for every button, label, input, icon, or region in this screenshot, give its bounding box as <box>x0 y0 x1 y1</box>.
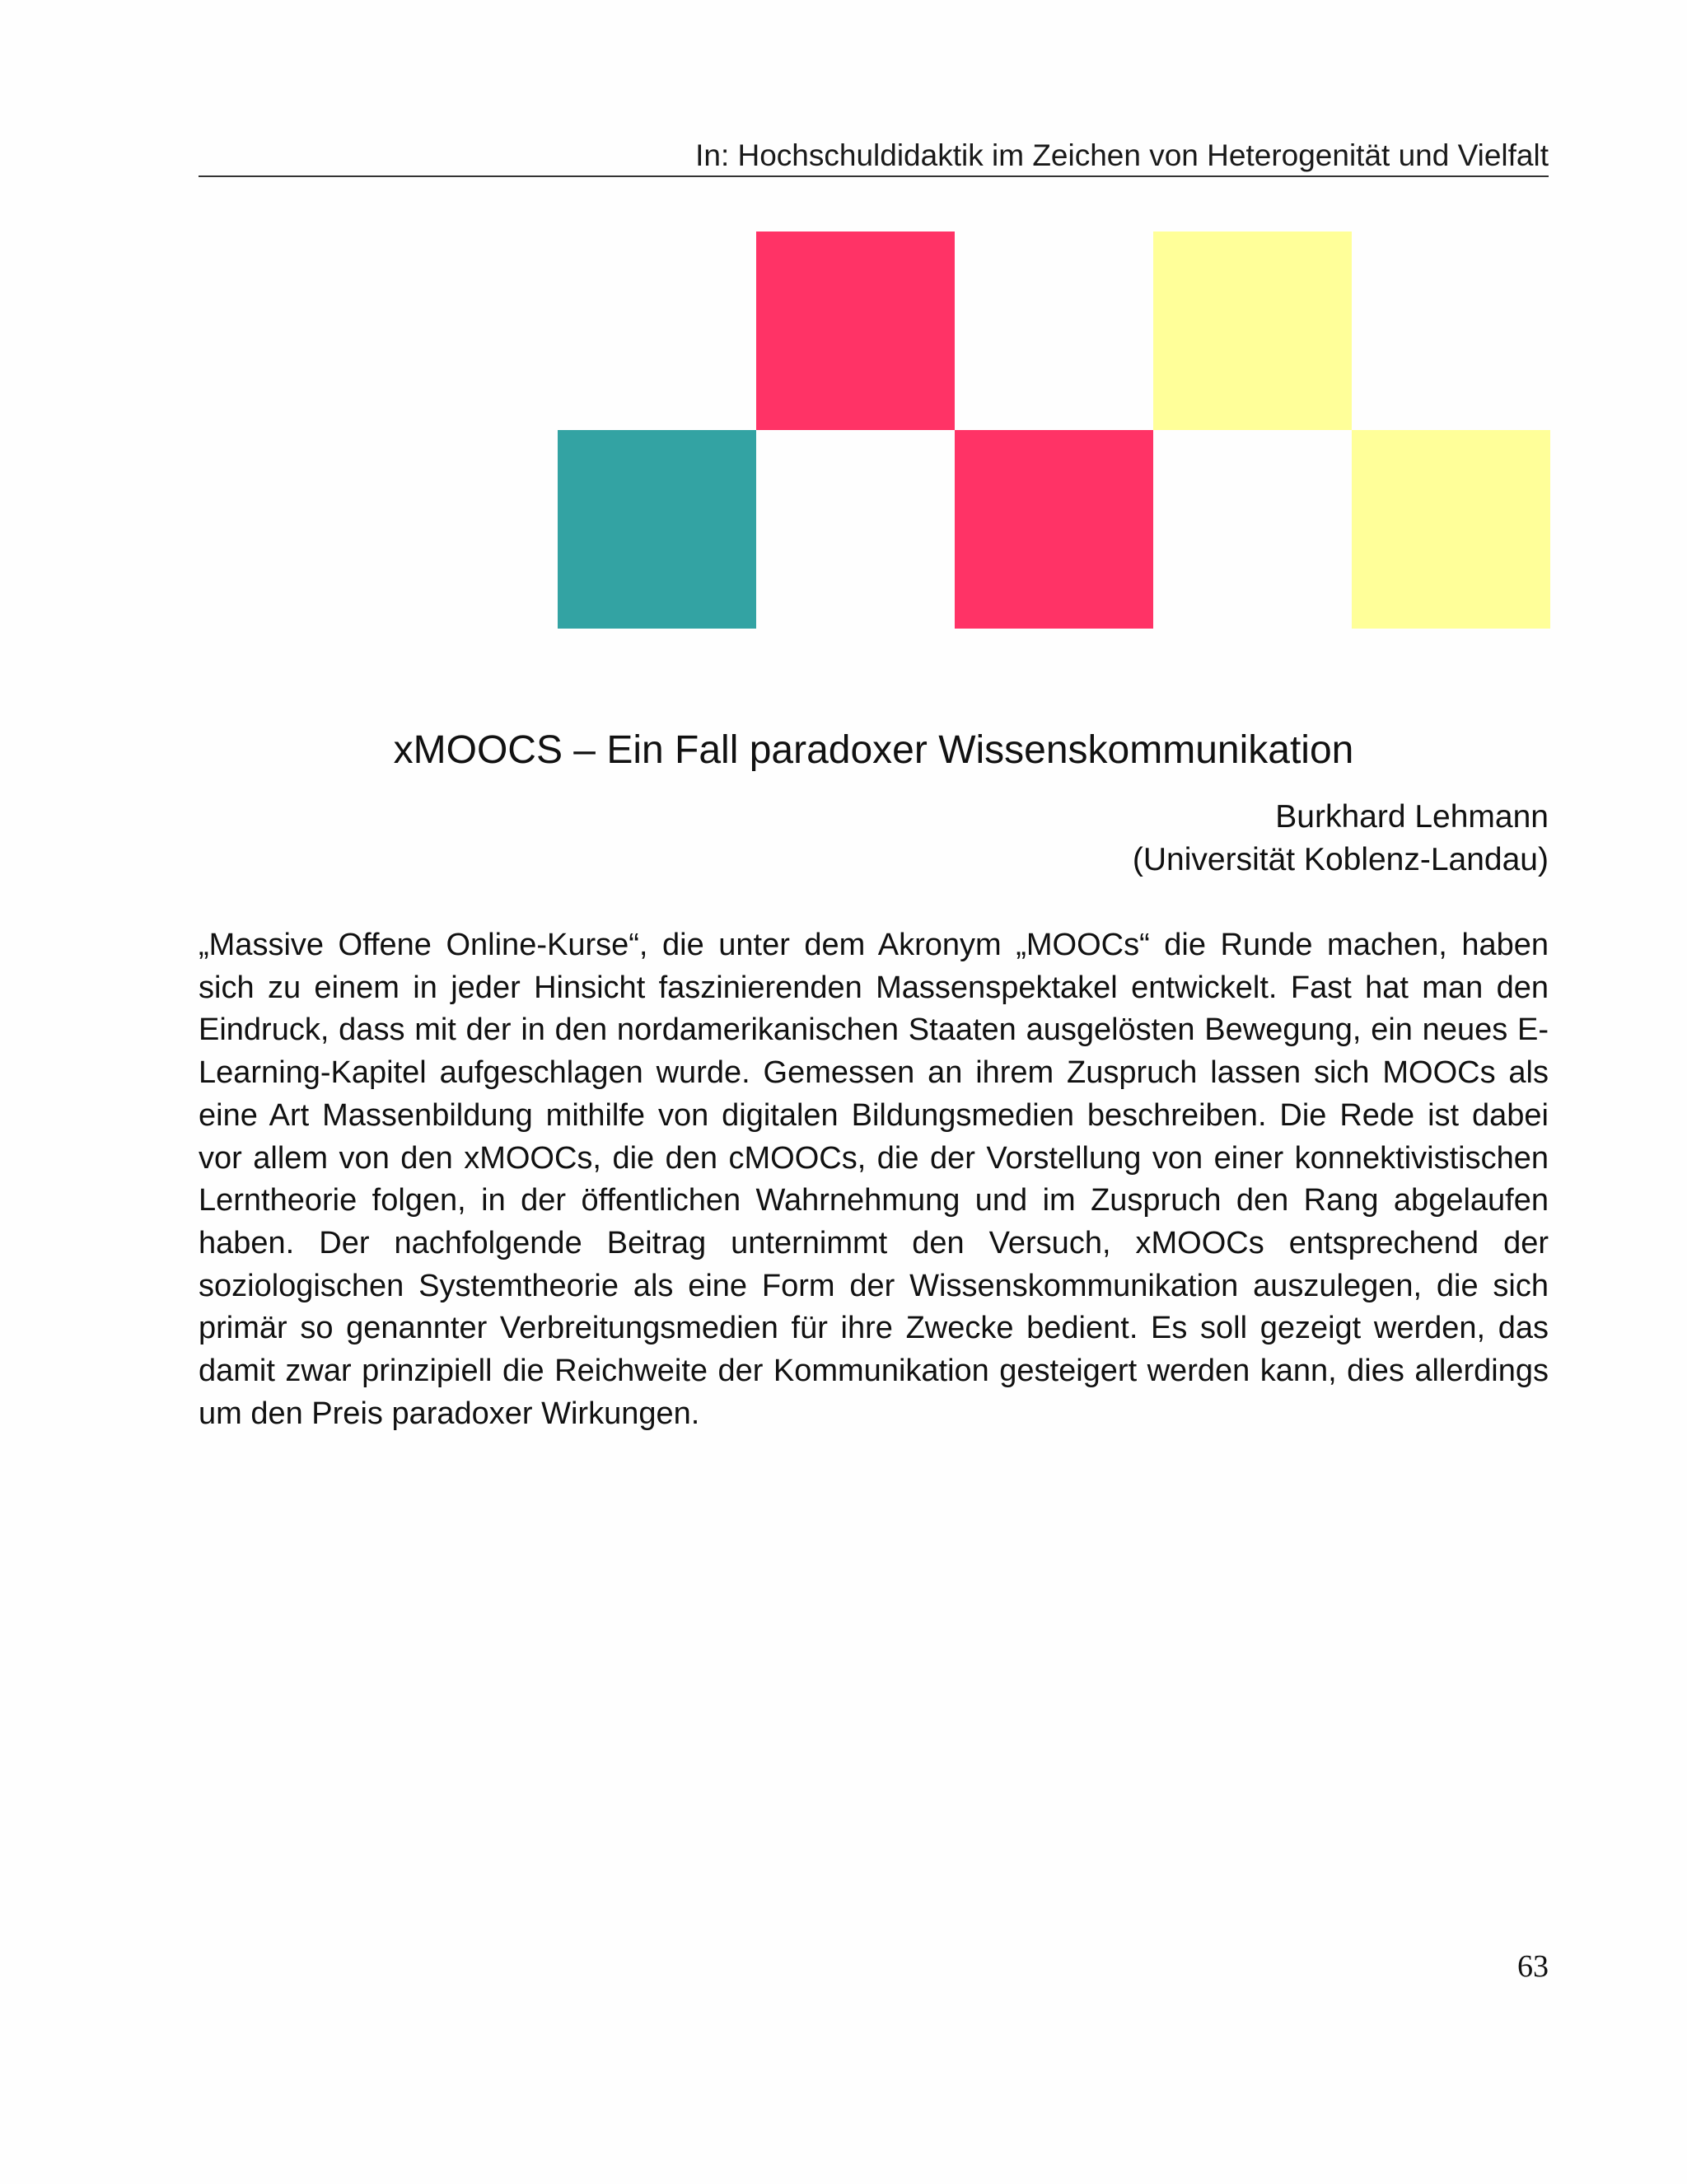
article-title: xMOOCS – Ein Fall paradoxer Wissenskommunikation <box>393 728 1354 772</box>
red-block-top <box>756 231 955 430</box>
page-number: 63 <box>1517 1949 1549 1984</box>
yellow-block-top <box>1153 231 1352 430</box>
yellow-block-bottom <box>1352 430 1550 629</box>
teal-block-bottom <box>558 430 756 629</box>
author-name: Burkhard Lehmann <box>1275 799 1549 835</box>
decorative-blocks <box>0 0 1687 659</box>
red-block-bottom <box>955 430 1153 629</box>
abstract-paragraph: „Massive Offene Online-Kurse“, die unter dem Akronym „MOOCs“ die Runde machen, haben sich zu einem in jeder Hinsicht faszinierenden Massenspektakel entwickelt. Fast hat man den Eindruck, dass mit der in den nordamerikanischen Staaten ausgelösten Bewegung, ein neues E-Learning-Kapitel aufgeschlagen wurde. Gemessen an ihrem Zuspruch lassen sich MOOCs als eine Art Massenbildung mithilfe von digitalen Bildungsmedien beschreiben. Die Rede ist dabei vor allem von den xMOOCs, die den cMOOCs, die der Vorstellung von einer konnektivistischen Lerntheorie folgen, in der öffentlichen Wahrnehmung und im Zuspruch den Rang abgelaufen haben. Der nachfolgende Beitrag unternimmt den Versuch, xMOOCs entsprechend der soziologischen Systemtheorie als eine Form der Wissenskommunikation auszulegen, die sich primär so genannter Verbreitungsmedien für ihre Zwecke bedient. Es soll gezeigt werden, das damit zwar prinzipiell die Reichweite der Kommunikation gesteigert werden kann, dies allerdings um den Preis paradoxer Wirkungen. <box>199 928 1549 1431</box>
running-header: In: Hochschuldidaktik im Zeichen von Heterogenität und Vielfalt <box>695 138 1549 172</box>
author-affiliation: (Universität Koblenz-Landau) <box>1132 842 1549 877</box>
